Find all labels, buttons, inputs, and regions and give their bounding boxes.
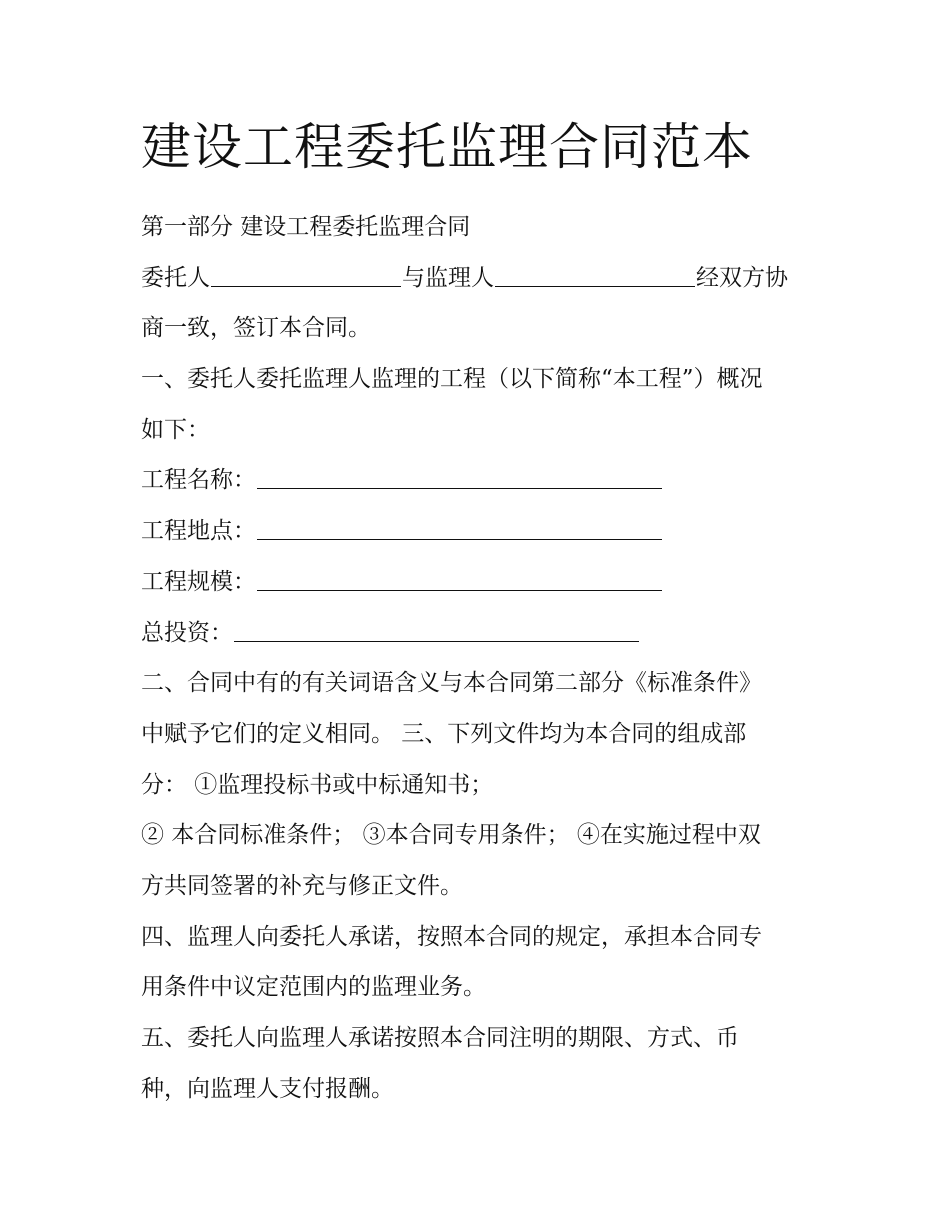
agreement-continuation: 商一致，签订本合同。 bbox=[141, 315, 371, 342]
supervisor-label: 与监理人 bbox=[402, 264, 494, 291]
clause-1-line-2: 如下： bbox=[141, 416, 210, 443]
agreement-tail: 经双方协 bbox=[696, 264, 788, 291]
supervisor-blank bbox=[495, 260, 695, 286]
field-label: 工程地点： bbox=[141, 518, 256, 545]
field-project-name bbox=[141, 455, 811, 506]
parties-line bbox=[141, 253, 811, 304]
clause-2-3-line-3: 分： ①监理投标书或中标通知书； bbox=[141, 771, 494, 798]
clause-5-line-1: 五、委托人向监理人承诺按照本合同注明的期限、方式、币 bbox=[141, 1025, 739, 1051]
field-label: 工程规模： bbox=[141, 568, 256, 595]
field-blank bbox=[257, 565, 662, 591]
field-project-scale bbox=[141, 557, 811, 608]
document-title: 建设工程委托监理合同范本 bbox=[141, 118, 753, 176]
clause-4-line-1: 四、监理人向委托人承诺，按照本合同的规定，承担本合同专 bbox=[141, 923, 762, 950]
clause-2-3-line-5: 方共同签署的补充与修正文件。 bbox=[141, 872, 463, 899]
document-body bbox=[141, 112, 811, 1114]
client-label: 委托人 bbox=[141, 264, 210, 291]
clause-1-line-1: 一、委托人委托监理人监理的工程（以下简称“本工程”）概况 bbox=[141, 366, 763, 393]
field-blank bbox=[234, 615, 639, 641]
field-project-location bbox=[141, 506, 811, 557]
clause-2-3-line-4: ② 本合同标准条件； ③本合同专用条件； ④在实施过程中双 bbox=[141, 822, 761, 849]
clause-2-3-line-2: 中赋予它们的定义相同。 三、下列文件均为本合同的组成部 bbox=[141, 720, 747, 747]
field-blank bbox=[257, 463, 662, 489]
clause-5-line-2: 种，向监理人支付报酬。 bbox=[141, 1075, 394, 1102]
field-blank bbox=[257, 514, 662, 540]
clause-4-line-2: 用条件中议定范围内的监理业务。 bbox=[141, 974, 486, 1001]
field-total-investment bbox=[141, 608, 811, 659]
field-label: 总投资： bbox=[141, 619, 233, 646]
clause-2-3-line-1: 二、合同中有的有关词语含义与本合同第二部分《标准条件》 bbox=[141, 670, 762, 697]
part-heading: 第一部分 建设工程委托监理合同 bbox=[141, 214, 471, 240]
client-blank bbox=[211, 260, 401, 286]
field-label: 工程名称： bbox=[141, 467, 256, 494]
